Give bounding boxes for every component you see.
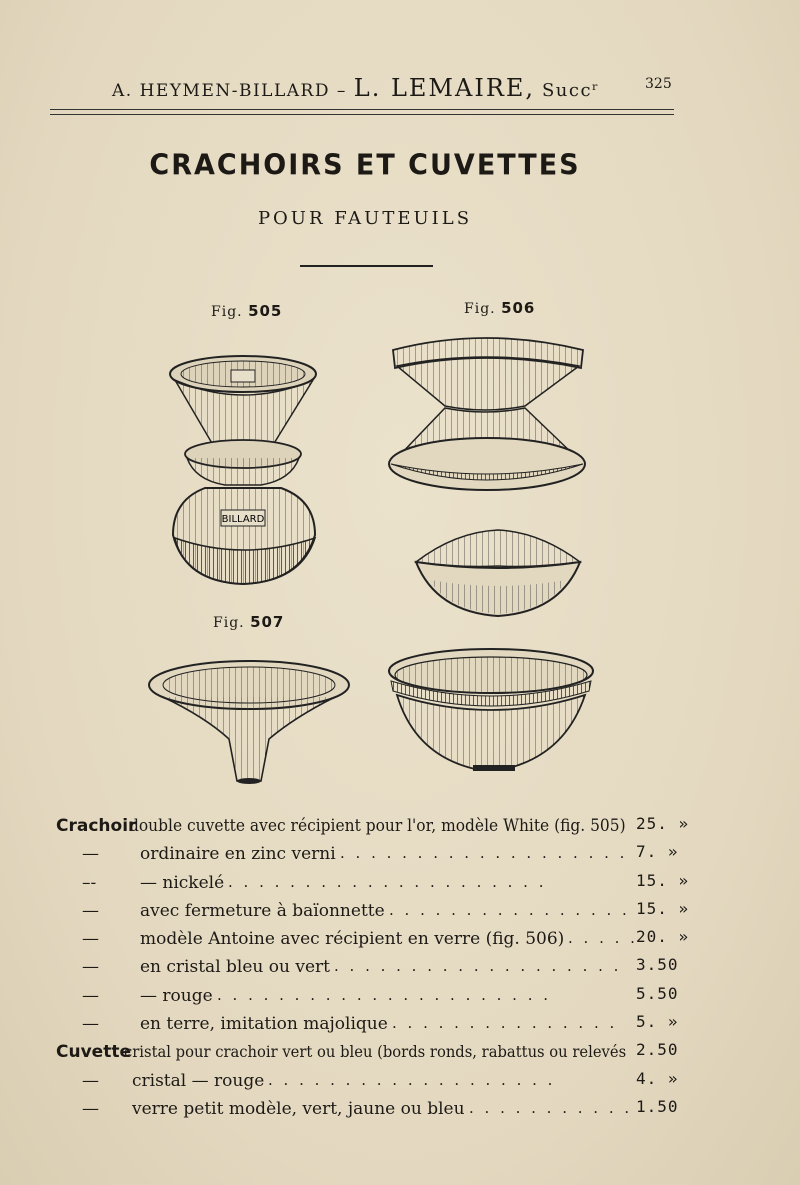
row-price: 7. » xyxy=(636,842,679,862)
row-leader-dots: . . . . . . . . . . . . . . . . xyxy=(389,900,630,919)
row-leader-dots: . . . . . xyxy=(568,929,638,948)
row-leader-dots: . . . . . . . . . . . . . . . . . . . xyxy=(334,957,622,976)
fig-506-prefix: Fig. xyxy=(464,301,496,317)
price-row xyxy=(56,869,696,897)
row-description: — rouge xyxy=(140,985,213,1006)
fig-506-label xyxy=(464,299,535,317)
row-price: 4. » xyxy=(636,1068,679,1088)
fig-505-prefix: Fig. xyxy=(211,304,243,320)
row-leader-dots: . . . . . . . . . . . . . . . . . . . . . . xyxy=(217,985,552,1004)
header-brand: L. LEMAIRE, xyxy=(353,74,536,102)
row-description: double cuvette avec récipient pour l'or, modèle White (fig. 505) xyxy=(129,816,626,835)
price-row xyxy=(56,897,696,925)
running-header xyxy=(112,74,672,102)
cuvette-fig-506-top-illustration xyxy=(385,328,590,496)
header-succ: Succʳ xyxy=(541,80,600,101)
price-row xyxy=(56,925,696,953)
row-description: cristal pour crachoir vert ou bleu (bords ronds, rabattus ou relevés xyxy=(124,1042,627,1062)
row-price: 3.50 xyxy=(636,955,679,975)
row-leader-dots: . . . . . . . . . . . . . . . . . . . xyxy=(268,1070,556,1089)
row-ditto-dash: — xyxy=(82,957,99,978)
price-row xyxy=(56,982,696,1010)
row-leader-dots: . . . . . . . . . . . . . . . . . . . xyxy=(340,844,628,863)
row-description: verre petit modèle, vert, jaune ou bleu xyxy=(132,1098,465,1119)
page-number: 325 xyxy=(645,76,672,92)
row-description: en terre, imitation majolique xyxy=(140,1014,388,1035)
price-row xyxy=(56,1010,696,1038)
row-ditto-dash: — xyxy=(82,985,99,1006)
cuvette-fig-506-cup-illustration xyxy=(410,520,585,620)
spittoon-fig-505-illustration xyxy=(165,350,325,590)
row-lead-word: Cuvette xyxy=(56,1042,131,1063)
fig-505-stamp: BILLARD xyxy=(221,514,265,525)
fig-505-number: 505 xyxy=(248,302,283,320)
row-ditto-dash: — xyxy=(82,1098,99,1119)
row-ditto-dash: — xyxy=(82,929,99,950)
row-price: 5. » xyxy=(636,1012,679,1032)
row-leader-dots: . . . . . . . . . . . xyxy=(469,1098,633,1117)
row-description: — nickelé xyxy=(140,872,225,893)
row-ditto-dash: — xyxy=(82,844,99,865)
fig-506-number: 506 xyxy=(501,299,536,317)
fig-507-label xyxy=(213,613,284,631)
row-ditto-dash: –- xyxy=(82,872,97,893)
row-lead-word: Crachoir xyxy=(56,816,137,836)
bowl-illustration xyxy=(385,645,597,775)
price-row xyxy=(56,953,696,981)
price-list xyxy=(56,812,696,1123)
row-price: 1.50 xyxy=(636,1096,679,1116)
row-description: ordinaire en zinc verni xyxy=(140,844,336,865)
row-price: 25. » xyxy=(636,814,690,833)
header-left: A. HEYMEN-BILLARD – xyxy=(112,81,347,101)
row-price: 5.50 xyxy=(636,983,679,1003)
row-price: 15. » xyxy=(636,870,690,890)
header-rule-thin xyxy=(50,114,674,115)
page-subtitle: POUR FAUTEUILS xyxy=(257,208,473,229)
row-ditto-dash: — xyxy=(82,1014,99,1035)
row-ditto-dash: — xyxy=(82,900,99,921)
row-leader-dots: . . . . . . . . . . . . . . . xyxy=(392,1014,618,1033)
row-description: en cristal bleu ou vert xyxy=(140,957,330,978)
fig-505-label xyxy=(211,302,282,320)
price-row xyxy=(56,812,696,840)
fig-507-prefix: Fig. xyxy=(213,615,245,631)
price-row xyxy=(56,1067,696,1095)
funnel-fig-507-illustration xyxy=(145,657,355,787)
header-rule xyxy=(50,109,674,110)
row-description: cristal — rouge xyxy=(132,1070,265,1091)
row-description: avec fermeture à baïonnette xyxy=(140,900,385,921)
page-title: CRACHOIRS ET CUVETTES xyxy=(149,149,581,182)
title-divider xyxy=(300,265,433,267)
row-price: 15. » xyxy=(636,898,690,918)
row-price: 2.50 xyxy=(636,1040,679,1060)
fig-507-number: 507 xyxy=(250,613,285,631)
price-row xyxy=(56,1038,696,1066)
price-row xyxy=(56,1095,696,1123)
row-ditto-dash: — xyxy=(82,1070,99,1091)
row-description: modèle Antoine avec récipient en verre (fig. 506) xyxy=(140,929,565,950)
price-row xyxy=(56,840,696,868)
row-price: 20. » xyxy=(636,927,690,947)
row-leader-dots: . . . . . . . . . . . . . . . . . . . . . xyxy=(228,872,547,891)
